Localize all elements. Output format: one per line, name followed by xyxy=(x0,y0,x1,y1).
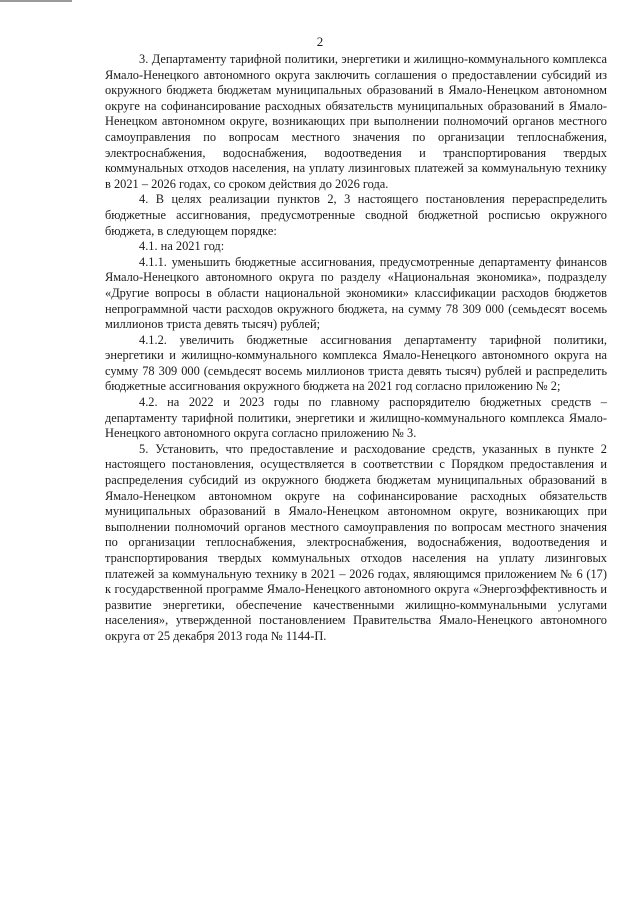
paragraph-4: 4. В целях реализации пунктов 2, 3 настоящего постановления перераспределить бюджетные ассигнования, предусмотренные сводной бюджетной росписью окружного бюджета, в следующем порядке: xyxy=(105,192,607,238)
paragraph-4-1-1: 4.1.1. уменьшить бюджетные ассигнования, предусмотренные департаменту финансов Ямало-Ненецкого автономного округа по разделу «Национальная экономика», подразделу «Другие вопросы в области национальной экономики» классификации расходов бюджетов непрограммной части расходов окружного бюджета, на сумму 78 309 000 (семьдесят восемь миллионов триста девять тысяч) рублей; xyxy=(105,254,607,332)
paragraph-4-2: 4.2. на 2022 и 2023 годы по главному распорядителю бюджетных средств – департаменту тарифной политики, энергетики и жилищно-коммунального комплекса Ямало-Ненецкого автономного округа согласно приложению № 3. xyxy=(105,395,607,441)
paragraph-4-1-2: 4.1.2. увеличить бюджетные ассигнования департаменту тарифной политики, энергетики и жилищно-коммунального комплекса Ямало-Ненецкого автономного округа на сумму 78 309 000 (семьдесят восемь миллионов триста девять тысяч) рублей и распределить бюджетные ассигнования окружного бюджета на 2021 год согласно приложению № 2; xyxy=(105,332,607,394)
document-body xyxy=(105,52,607,645)
paragraph-5: 5. Установить, что предоставление и расходование средств, указанных в пункте 2 настоящего постановления, осуществляется в соответствии с Порядком предоставления и распределения субсидий из окружного бюджета бюджетам муниципальных образований в Ямало-Ненецком автономном округе на софинансирование расходных обязательств муниципальных образований в Ямало-Ненецком автономном округе, возникающих при выполнении полномочий органов местного самоуправления по вопросам местного значения по организации теплоснабжения, электроснабжения, водоснабжения, водоотведения и транспортирования твердых коммунальных отходов населения на уплату лизинговых платежей за коммунальную технику в 2021 – 2026 годах, являющимся приложением № 6 (17) к государственной программе Ямало-Ненецкого автономного округа «Энергоэффективность и развитие энергетики, обеспечение качественными жилищно-коммунальными услугами населения», утвержденной постановлением Правительства Ямало-Ненецкого автономного округа от 25 декабря 2013 года № 1144-П. xyxy=(105,441,607,643)
paragraph-3: 3. Департаменту тарифной политики, энергетики и жилищно-коммунального комплекса Ямало-Ненецкого автономного округа заключить соглашения о предоставлении субсидий из окружного бюджета бюджетам муниципальных образований в Ямало-Ненецком автономном округе на софинансирование расходных обязательств муниципальных образований в Ямало-Ненецком автономном округе, возникающих при выполнении полномочий органов местного самоуправления по вопросам местного значения по организации теплоснабжения, электроснабжения, водоснабжения, водоотведения и транспортирования твердых коммунальных отходов населения, на уплату лизинговых платежей за коммунальную технику в 2021 – 2026 годах, со сроком действия до 2026 года. xyxy=(105,52,607,191)
page-number: 2 xyxy=(316,34,324,49)
paragraph-4-1: 4.1. на 2021 год: xyxy=(139,239,225,254)
scan-edge-mark xyxy=(0,0,72,2)
